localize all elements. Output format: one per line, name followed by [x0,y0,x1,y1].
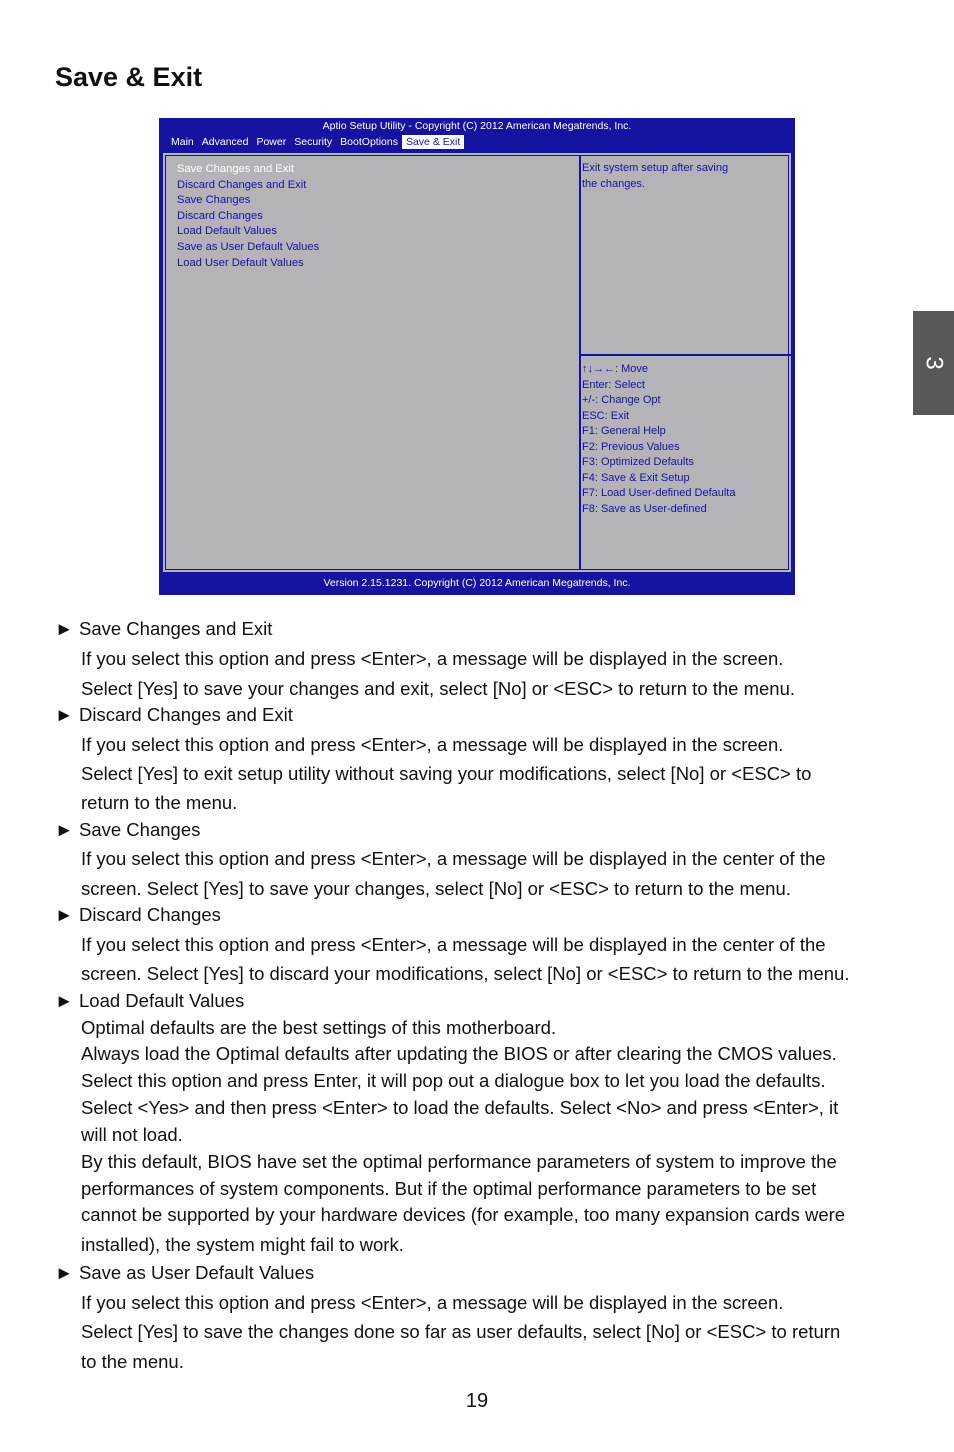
bios-key-f8: F8: Save as User-defined [582,502,707,515]
bios-tab-security[interactable]: Security [294,136,333,148]
bullet-arrow-icon: ► [55,819,74,840]
paragraph-line: Select [Yes] to save your changes and exit, select [No] or <ESC> to return to the menu. [81,678,796,699]
bullet-arrow-icon: ► [55,618,74,639]
paragraph-line: Select [Yes] to exit setup utility without saving your modifications, select [No] or <ESC> to [81,763,812,784]
paragraph-line: Select this option and press Enter, it will pop out a dialogue box to let you load the defaults. [81,1070,826,1091]
bios-body [161,151,793,574]
paragraph-line: will not load. [81,1124,183,1145]
section-heading: ► Load Default Values [55,990,245,1011]
section-heading: ► Save Changes [55,819,201,840]
bios-tab-advanced[interactable]: Advanced [201,136,249,148]
paragraph-line: Select [Yes] to save the changes done so far as user defaults, select [No] or <ESC> to return [81,1321,841,1342]
paragraph-line: By this default, BIOS have set the optimal performance parameters of system to improve the [81,1151,837,1172]
bullet-arrow-icon: ► [55,904,74,925]
paragraph-line: If you select this option and press <Enter>, a message will be displayed in the screen. [81,734,784,755]
bios-tab-power[interactable]: Power [256,136,287,148]
bios-menu-item-save-changes[interactable]: Save Changes [177,194,251,207]
bios-help-text [582,161,782,192]
paragraph-line: to the menu. [81,1351,184,1372]
bios-tab-main[interactable]: Main [171,136,194,148]
paragraph-line: cannot be supported by your hardware devices (for example, too many expansion cards were [81,1204,846,1225]
bios-key-change: +/-: Change Opt [582,394,661,406]
paragraph-line: performances of system components. But if the optimal performance parameters to be set [81,1178,817,1199]
bios-tab-bootoptions[interactable]: BootOptions [340,136,398,148]
bios-help-divider [581,354,793,356]
bios-key-f7: F7: Load User-defined Defaulta [582,487,736,499]
paragraph-line: If you select this option and press <Enter>, a message will be displayed in the center of the [81,848,826,869]
bios-tab-save-exit[interactable]: Save & Exit [402,135,464,149]
bios-key-esc: ESC: Exit [582,409,630,422]
bios-help-line: Exit system setup after saving [582,162,729,174]
bios-menu-item-save-user-default[interactable]: Save as User Default Values [177,240,320,253]
section-heading: ► Save as User Default Values [55,1262,315,1283]
bios-menu-list [177,162,319,271]
bios-key-help [582,362,735,517]
paragraph-line: screen. Select [Yes] to save your changes, select [No] or <ESC> to return to the menu. [81,878,791,899]
paragraph-line: If you select this option and press <Enter>, a message will be displayed in the center of the [81,934,826,955]
bios-help-line: the changes. [582,177,645,190]
bios-key-f4: F4: Save & Exit Setup [582,471,690,484]
paragraph-line: Optimal defaults are the best settings of this motherboard. [81,1017,557,1038]
bios-menu-item-discard-changes-exit[interactable]: Discard Changes and Exit [177,178,307,191]
bios-screenshot [159,118,795,595]
bios-key-f3: F3: Optimized Defaults [582,456,694,468]
bios-inner-frame [165,155,789,570]
bios-menu-item-load-default[interactable]: Load Default Values [177,225,277,238]
bios-title: Aptio Setup Utility - Copyright (C) 2012 American Megatrends, Inc. [322,120,632,132]
paragraph-line: If you select this option and press <Enter>, a message will be displayed in the screen. [81,648,784,669]
page-title: Save & Exit [55,62,203,92]
bios-tab-bar [167,135,464,149]
page-number: 19 [465,1390,489,1412]
paragraph-line: screen. Select [Yes] to discard your modifications, select [No] or <ESC> to return to the menu. [81,963,850,984]
bios-menu-panel [166,156,581,569]
section-heading: ► Save Changes and Exit [55,618,273,639]
paragraph-line: Select <Yes> and then press <Enter> to load the defaults. Select <No> and press <Enter>, it [81,1097,839,1118]
section-heading: ► Discard Changes and Exit [55,704,293,725]
bios-key-enter: Enter: Select [582,378,645,391]
bios-footer: Version 2.15.1231. Copyright (C) 2012 American Megatrends, Inc. [323,577,631,589]
paragraph-line: return to the menu. [81,792,238,813]
bullet-arrow-icon: ► [55,1262,74,1283]
bios-menu-item-save-changes-exit[interactable]: Save Changes and Exit [177,163,294,175]
paragraph-line: If you select this option and press <Enter>, a message will be displayed in the screen. [81,1292,784,1313]
bios-key-f1: F1: General Help [582,425,666,437]
bios-key-move: ↑↓→←: Move [582,363,649,375]
bios-menu-item-discard-changes[interactable]: Discard Changes [177,209,263,222]
paragraph-line: installed), the system might fail to work. [81,1234,404,1255]
bullet-arrow-icon: ► [55,704,74,725]
bios-menu-item-load-user-default[interactable]: Load User Default Values [177,256,304,269]
section-heading: ► Discard Changes [55,904,221,925]
paragraph-line: Always load the Optimal defaults after updating the BIOS or after clearing the CMOS values. [81,1043,837,1064]
bios-key-f2: F2: Previous Values [582,440,680,453]
bullet-arrow-icon: ► [55,990,74,1011]
chapter-number: 3 [920,356,948,370]
chapter-tab [913,311,954,415]
